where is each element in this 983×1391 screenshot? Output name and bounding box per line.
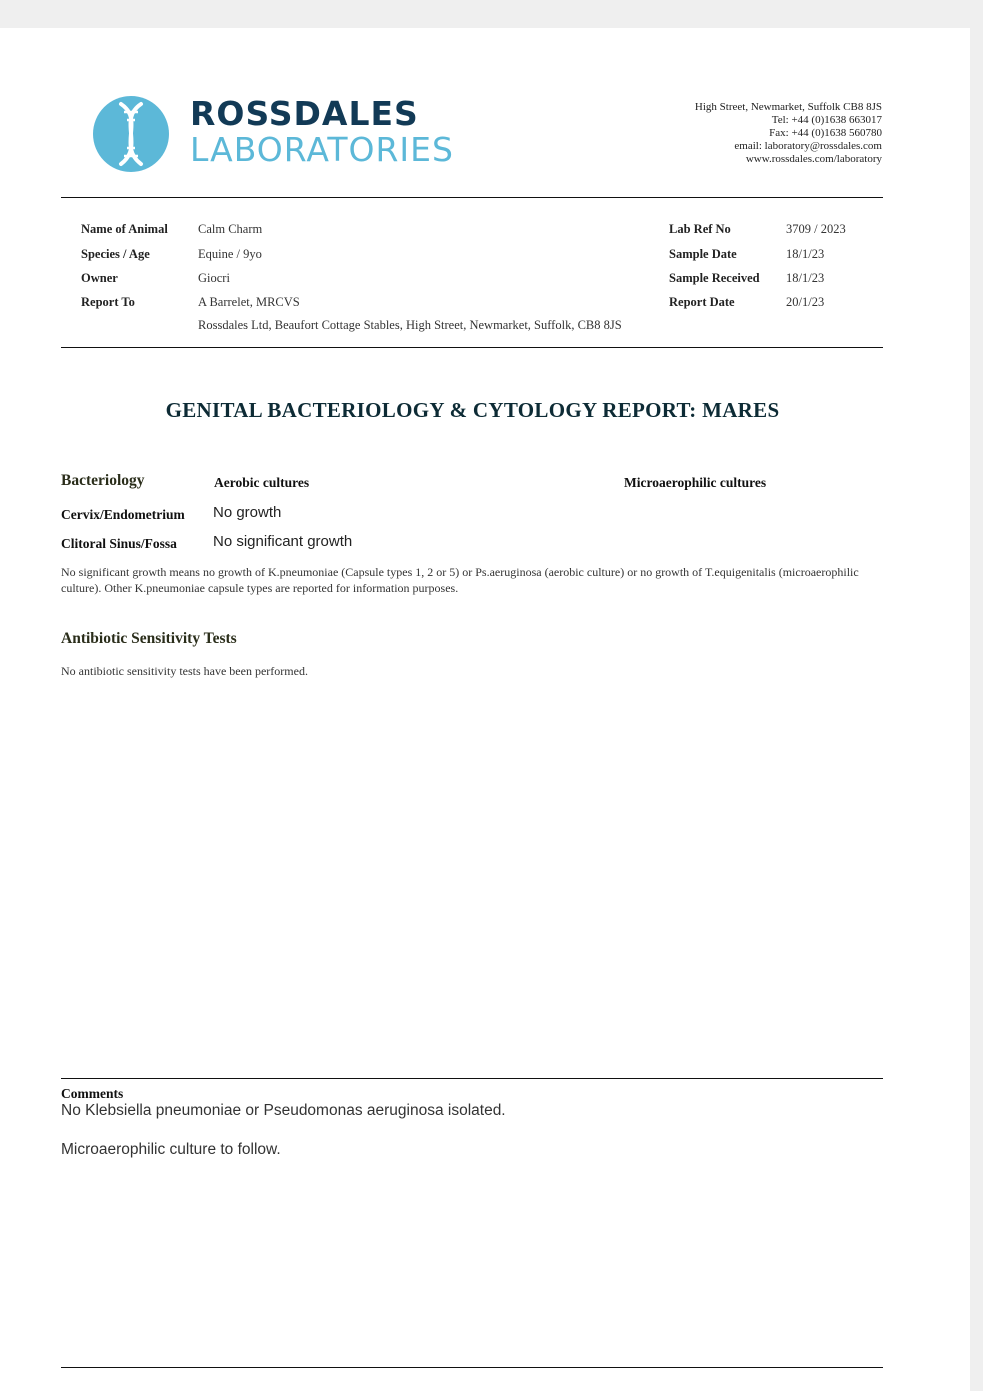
logo-line2: LABORATORIES [190, 130, 454, 169]
row-aerobic-clitoral: No significant growth [213, 533, 353, 550]
contact-block [695, 101, 882, 166]
footer-divider [61, 1367, 883, 1368]
info-label-sample-received: Sample Received [669, 271, 760, 285]
contact-tel: Tel: +44 (0)1638 663017 [771, 114, 882, 126]
comment-line-1: No Klebsiella pneumoniae or Pseudomonas aeruginosa isolated. [61, 1102, 506, 1119]
contact-address: High Street, Newmarket, Suffolk CB8 8JS [694, 101, 882, 113]
contact-email[interactable]: email: laboratory@rossdales.com [734, 140, 882, 152]
comments-divider [61, 1078, 883, 1079]
microaerophilic-column-header: Microaerophilic cultures [624, 475, 767, 490]
bacteriology-note: No significant growth means no growth of K.pneumoniae (Capsule types 1, 2 or 5) or Ps.aeruginosa (aerobic culture) or no growth of T.equigenitalis (microaerophilic culture). Other K.pneumoniae capsule types are reported for information purposes. [61, 565, 859, 595]
dna-helix-icon [93, 96, 169, 172]
logo-line1: ROSSDALES [190, 94, 419, 133]
info-value-owner: Giocri [198, 271, 230, 285]
info-value-sample-date: 18/1/23 [786, 247, 825, 261]
contact-web[interactable]: www.rossdales.com/laboratory [745, 153, 882, 165]
antibiotic-heading: Antibiotic Sensitivity Tests [61, 630, 237, 647]
aerobic-column-header: Aerobic cultures [214, 475, 310, 490]
row-label-cervix: Cervix/Endometrium [61, 507, 185, 522]
report-page [0, 28, 970, 1391]
bacteriology-heading: Bacteriology [61, 472, 145, 489]
info-label-species: Species / Age [81, 247, 150, 261]
info-report-to-address: Rossdales Ltd, Beaufort Cottage Stables, High Street, Newmarket, Suffolk, CB8 8JS [198, 318, 622, 332]
info-label-lab-ref: Lab Ref No [669, 222, 731, 236]
row-aerobic-cervix: No growth [213, 504, 282, 521]
header-divider [61, 197, 883, 198]
info-value-species: Equine / 9yo [198, 247, 262, 261]
info-value-report-to: A Barrelet, MRCVS [198, 295, 300, 309]
info-value-lab-ref: 3709 / 2023 [786, 222, 846, 236]
row-label-clitoral: Clitoral Sinus/Fossa [61, 536, 177, 551]
comment-line-2: Microaerophilic culture to follow. [61, 1141, 281, 1158]
info-divider [61, 347, 883, 348]
info-label-owner: Owner [81, 271, 118, 285]
info-label-report-to: Report To [81, 295, 135, 309]
info-label-report-date: Report Date [669, 295, 735, 309]
comments-label: Comments [61, 1086, 124, 1101]
info-value-report-date: 20/1/23 [786, 295, 825, 309]
report-title: GENITAL BACTERIOLOGY & CYTOLOGY REPORT: MARES [165, 398, 780, 422]
info-value-animal: Calm Charm [198, 222, 263, 236]
info-value-sample-received: 18/1/23 [786, 271, 825, 285]
info-label-sample-date: Sample Date [669, 247, 737, 261]
antibiotic-text: No antibiotic sensitivity tests have been performed. [61, 664, 308, 678]
contact-fax: Fax: +44 (0)1638 560780 [769, 127, 882, 139]
info-label-animal: Name of Animal [81, 222, 168, 236]
